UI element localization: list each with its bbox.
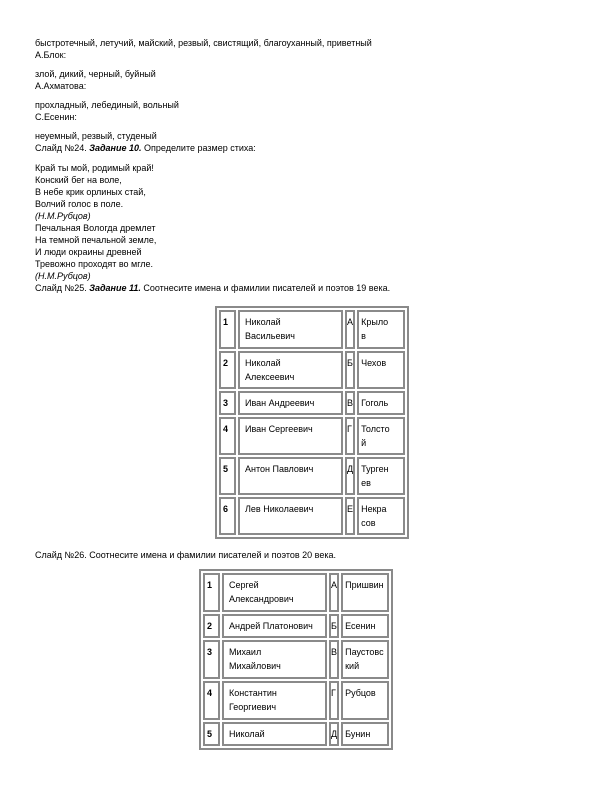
surname-cell [341, 681, 389, 720]
first-name-patronymic-cell [222, 640, 327, 679]
row-number: 5 [207, 729, 213, 739]
adjectives-line-3: прохладный, лебединый, вольный [35, 100, 179, 110]
adjectives-line-4: неуемный, резвый, студеный [35, 131, 157, 141]
row-number-cell [219, 351, 236, 389]
row-letter-cell [329, 614, 339, 638]
first-name-patronymic-cell [238, 457, 343, 495]
surname: Крыло в [361, 317, 389, 341]
slide-26-heading: Слайд №26. Соотнесите имена и фамилии писателей и поэтов 20 века. [35, 550, 336, 560]
row-letter-cell [329, 722, 339, 746]
first-name-patronymic-cell [222, 573, 327, 612]
surname-cell [357, 351, 405, 389]
table-row [203, 722, 389, 746]
row-number-cell [203, 614, 220, 638]
poem-author: (Н.М.Рубцов) [35, 271, 91, 281]
author-blok: А.Блок: [35, 50, 67, 60]
adjective-lines-4 [35, 130, 256, 154]
author-esenin: С.Есенин: [35, 112, 77, 122]
adjectives-line-1: быстротечный, летучий, майский, резвый, свистящий, благоуханный, приветный [35, 38, 372, 48]
first-name-patronymic-cell [222, 614, 327, 638]
table-row [219, 417, 405, 455]
surname-cell [357, 457, 405, 495]
row-number-cell [219, 310, 236, 349]
table-row [219, 391, 405, 415]
surname-cell [341, 640, 389, 679]
surname: Турген ев [361, 464, 389, 488]
surname-cell [357, 417, 405, 455]
row-number: 2 [207, 621, 213, 631]
row-number-cell [219, 497, 236, 535]
first-name-patronymic: Андрей Платонович [229, 621, 313, 631]
row-letter: В [331, 647, 338, 657]
first-name-patronymic: Николай Васильевич [245, 317, 295, 341]
row-number: 6 [223, 504, 229, 514]
poem-line: Конский бег на воле, [35, 175, 122, 185]
poem-author: (Н.М.Рубцов) [35, 211, 91, 221]
poem-line: В небе крик орлиных стай, [35, 187, 146, 197]
first-name-patronymic: Сергей Александрович [229, 580, 294, 604]
first-name-patronymic-cell [222, 722, 327, 746]
row-letter-cell [345, 351, 355, 389]
row-letter-cell [345, 310, 355, 349]
surname-cell [341, 573, 389, 612]
surname: Есенин [345, 621, 376, 631]
row-letter: Д [347, 464, 354, 474]
slide-25-heading: Слайд №25. Задание 11. Соотнесите имена и фамилии писателей и поэтов 19 века. [35, 283, 391, 293]
row-letter-cell [329, 640, 339, 679]
first-name-patronymic: Михаил Михайлович [229, 647, 281, 671]
surname-cell [357, 310, 405, 349]
row-number: 1 [207, 580, 213, 590]
row-number-cell [219, 457, 236, 495]
poem-line: На темной печальной земле, [35, 235, 157, 245]
poem-line: Тревожно проходят во мгле. [35, 259, 154, 269]
matching-table-20-century [199, 569, 393, 750]
poem-line: И люди окраины древней [35, 247, 142, 257]
poem-line: Край ты мой, родимый край! [35, 163, 154, 173]
row-letter: А [331, 580, 338, 590]
surname: Толстo й [361, 424, 390, 448]
surname: Гоголь [361, 398, 389, 408]
adjective-lines-2 [35, 68, 156, 92]
row-number: 3 [207, 647, 213, 657]
row-letter-cell [345, 417, 355, 455]
slide-24-heading: Слайд №24. Задание 10. Определите размер стиха: [35, 143, 256, 153]
row-number-cell [203, 722, 220, 746]
table-row [219, 497, 405, 535]
row-letter-cell [345, 391, 355, 415]
row-number: 5 [223, 464, 229, 474]
first-name-patronymic: Константин Георгиевич [229, 688, 277, 712]
row-letter-cell [345, 497, 355, 535]
table-row [203, 681, 389, 720]
poem-line: Волчий голос в поле. [35, 199, 124, 209]
surname: Паустовс кий [345, 647, 384, 671]
surname-cell [341, 722, 389, 746]
row-number: 1 [223, 317, 229, 327]
first-name-patronymic-cell [238, 310, 343, 349]
first-name-patronymic: Антон Павлович [245, 464, 314, 474]
first-name-patronymic: Николай Алексеевич [245, 358, 295, 382]
table-row [203, 640, 389, 679]
row-number-cell [203, 573, 220, 612]
row-letter: Б [347, 358, 353, 368]
row-letter-cell [329, 573, 339, 612]
first-name-patronymic: Иван Сергеевич [245, 424, 313, 434]
row-letter: А [347, 317, 354, 327]
first-name-patronymic-cell [222, 681, 327, 720]
poem [35, 162, 390, 294]
first-name-patronymic-cell [238, 391, 343, 415]
first-name-patronymic: Иван Андреевич [245, 398, 315, 408]
row-number: 4 [223, 424, 229, 434]
row-number-cell [203, 640, 220, 679]
surname: Бунин [345, 729, 371, 739]
row-letter: Д [331, 729, 338, 739]
surname: Чехов [361, 358, 387, 368]
surname: Рубцов [345, 688, 376, 698]
adjective-lines [35, 37, 372, 61]
surname-cell [357, 497, 405, 535]
row-number: 4 [207, 688, 213, 698]
first-name-patronymic: Николай [229, 729, 265, 739]
table-row [219, 457, 405, 495]
matching-table-19-century [215, 306, 409, 539]
row-letter-cell [345, 457, 355, 495]
row-letter: Е [347, 504, 354, 514]
first-name-patronymic-cell [238, 417, 343, 455]
row-letter-cell [329, 681, 339, 720]
first-name-patronymic-cell [238, 497, 343, 535]
table-row [219, 310, 405, 349]
adjectives-line-2: злой, дикий, черный, буйный [35, 69, 156, 79]
table-row [219, 351, 405, 389]
surname-cell [341, 614, 389, 638]
row-number-cell [219, 417, 236, 455]
poem-line: Печальная Вологда дремлет [35, 223, 156, 233]
row-letter: Г [347, 424, 352, 434]
table-row [203, 614, 389, 638]
surname: Некра сов [361, 504, 387, 528]
adjective-lines-3 [35, 99, 179, 123]
row-letter: Б [331, 621, 337, 631]
row-number: 2 [223, 358, 229, 368]
first-name-patronymic: Лев Николаевич [245, 504, 314, 514]
first-name-patronymic-cell [238, 351, 343, 389]
row-number-cell [203, 681, 220, 720]
row-letter: Г [331, 688, 336, 698]
row-number-cell [219, 391, 236, 415]
table-row [203, 573, 389, 612]
row-number: 3 [223, 398, 229, 408]
row-letter: В [347, 398, 354, 408]
author-akhmatova: А.Ахматова: [35, 81, 87, 91]
surname: Пришвин [345, 580, 384, 590]
surname-cell [357, 391, 405, 415]
